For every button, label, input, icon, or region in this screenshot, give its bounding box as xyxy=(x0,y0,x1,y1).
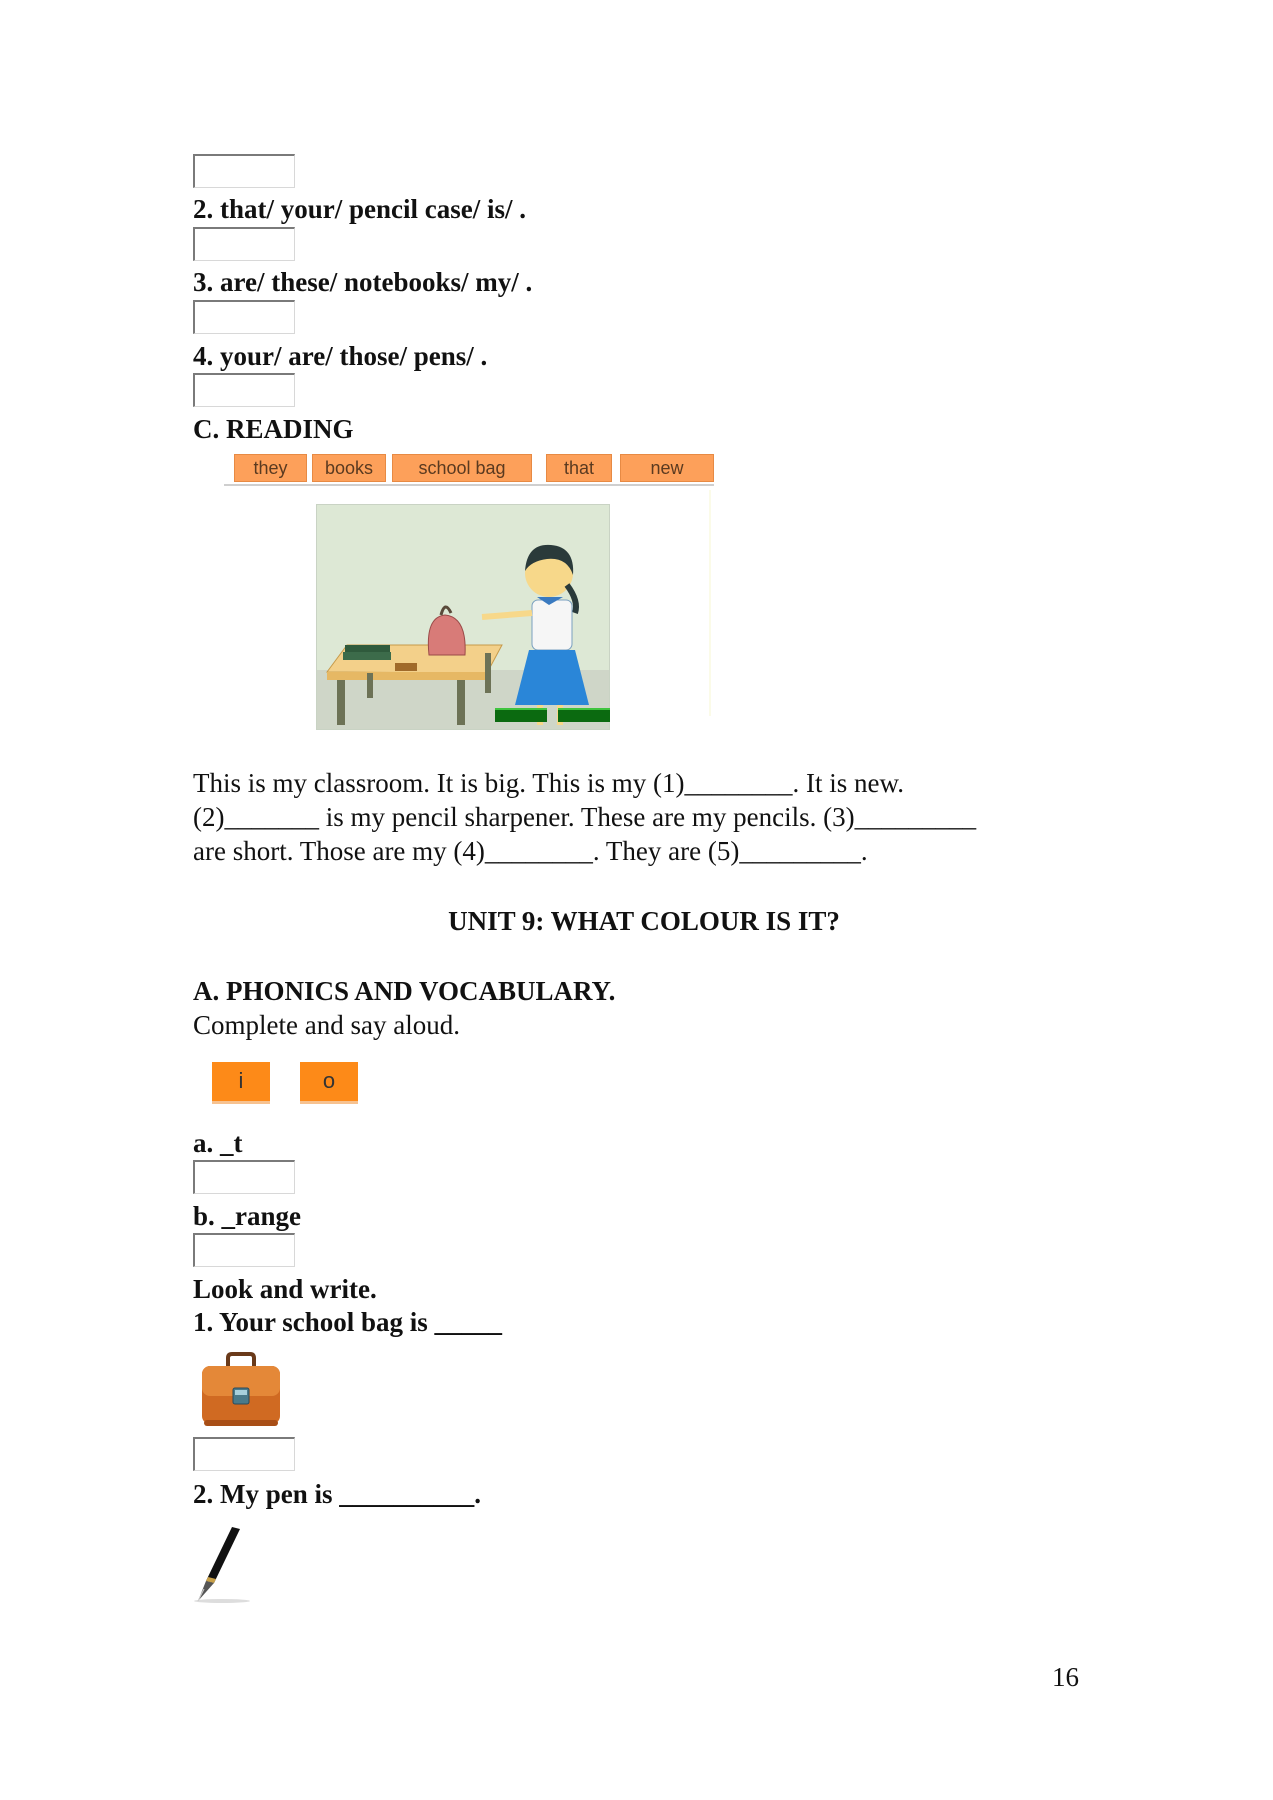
question-3: 3. are/ these/ notebooks/ my/ . xyxy=(193,267,533,297)
frame-edge xyxy=(709,490,711,716)
look-write-item-1: 1. Your school bag is _____ xyxy=(193,1307,503,1337)
briefcase-icon xyxy=(200,1352,282,1428)
word-tile-school-bag[interactable]: school bag xyxy=(392,454,532,482)
answer-input-1[interactable] xyxy=(193,154,295,188)
classroom-illustration xyxy=(316,504,610,730)
next-button[interactable] xyxy=(558,708,610,722)
letter-tile-o[interactable]: o xyxy=(300,1062,358,1104)
divider xyxy=(224,484,714,486)
phonics-item-a: a. _t xyxy=(193,1128,243,1158)
fountain-pen-icon xyxy=(192,1525,256,1605)
answer-input-2[interactable] xyxy=(193,227,295,261)
passage-line-1: This is my classroom. It is big. This is my (1)________. It is new. xyxy=(193,768,904,798)
passage-line-2: (2)_______ is my pencil sharpener. These are my pencils. (3)_________ xyxy=(193,802,977,832)
phonics-item-b: b. _range xyxy=(193,1201,301,1231)
answer-input-look-1[interactable] xyxy=(193,1437,295,1471)
word-tile-new[interactable]: new xyxy=(620,454,714,482)
look-write-item-2: 2. My pen is __________. xyxy=(193,1479,482,1509)
word-tile-books[interactable]: books xyxy=(312,454,386,482)
reading-heading: C. READING xyxy=(193,414,354,444)
answer-input-3[interactable] xyxy=(193,300,295,334)
reading-passage xyxy=(193,766,1093,868)
passage-line-3: are short. Those are my (4)________. They are (5)_________. xyxy=(193,836,868,866)
word-bank xyxy=(224,448,714,486)
look-and-write-heading: Look and write. xyxy=(193,1274,377,1304)
page-number: 16 xyxy=(1052,1662,1079,1692)
prev-button[interactable] xyxy=(495,708,547,722)
word-tile-they[interactable]: they xyxy=(234,454,307,482)
section-a-heading: A. PHONICS AND VOCABULARY. xyxy=(193,976,616,1006)
section-a-instruction: Complete and say aloud. xyxy=(193,1010,460,1040)
reading-picture-frame xyxy=(300,490,718,730)
answer-input-a[interactable] xyxy=(193,1160,295,1194)
question-2: 2. that/ your/ pencil case/ is/ . xyxy=(193,194,526,224)
answer-input-4[interactable] xyxy=(193,373,295,407)
letter-tile-i[interactable]: i xyxy=(212,1062,270,1104)
question-4: 4. your/ are/ those/ pens/ . xyxy=(193,341,488,371)
word-tile-that[interactable]: that xyxy=(546,454,612,482)
unit-title: UNIT 9: WHAT COLOUR IS IT? xyxy=(448,906,840,936)
classroom-scene-icon xyxy=(317,505,609,729)
answer-input-b[interactable] xyxy=(193,1233,295,1267)
